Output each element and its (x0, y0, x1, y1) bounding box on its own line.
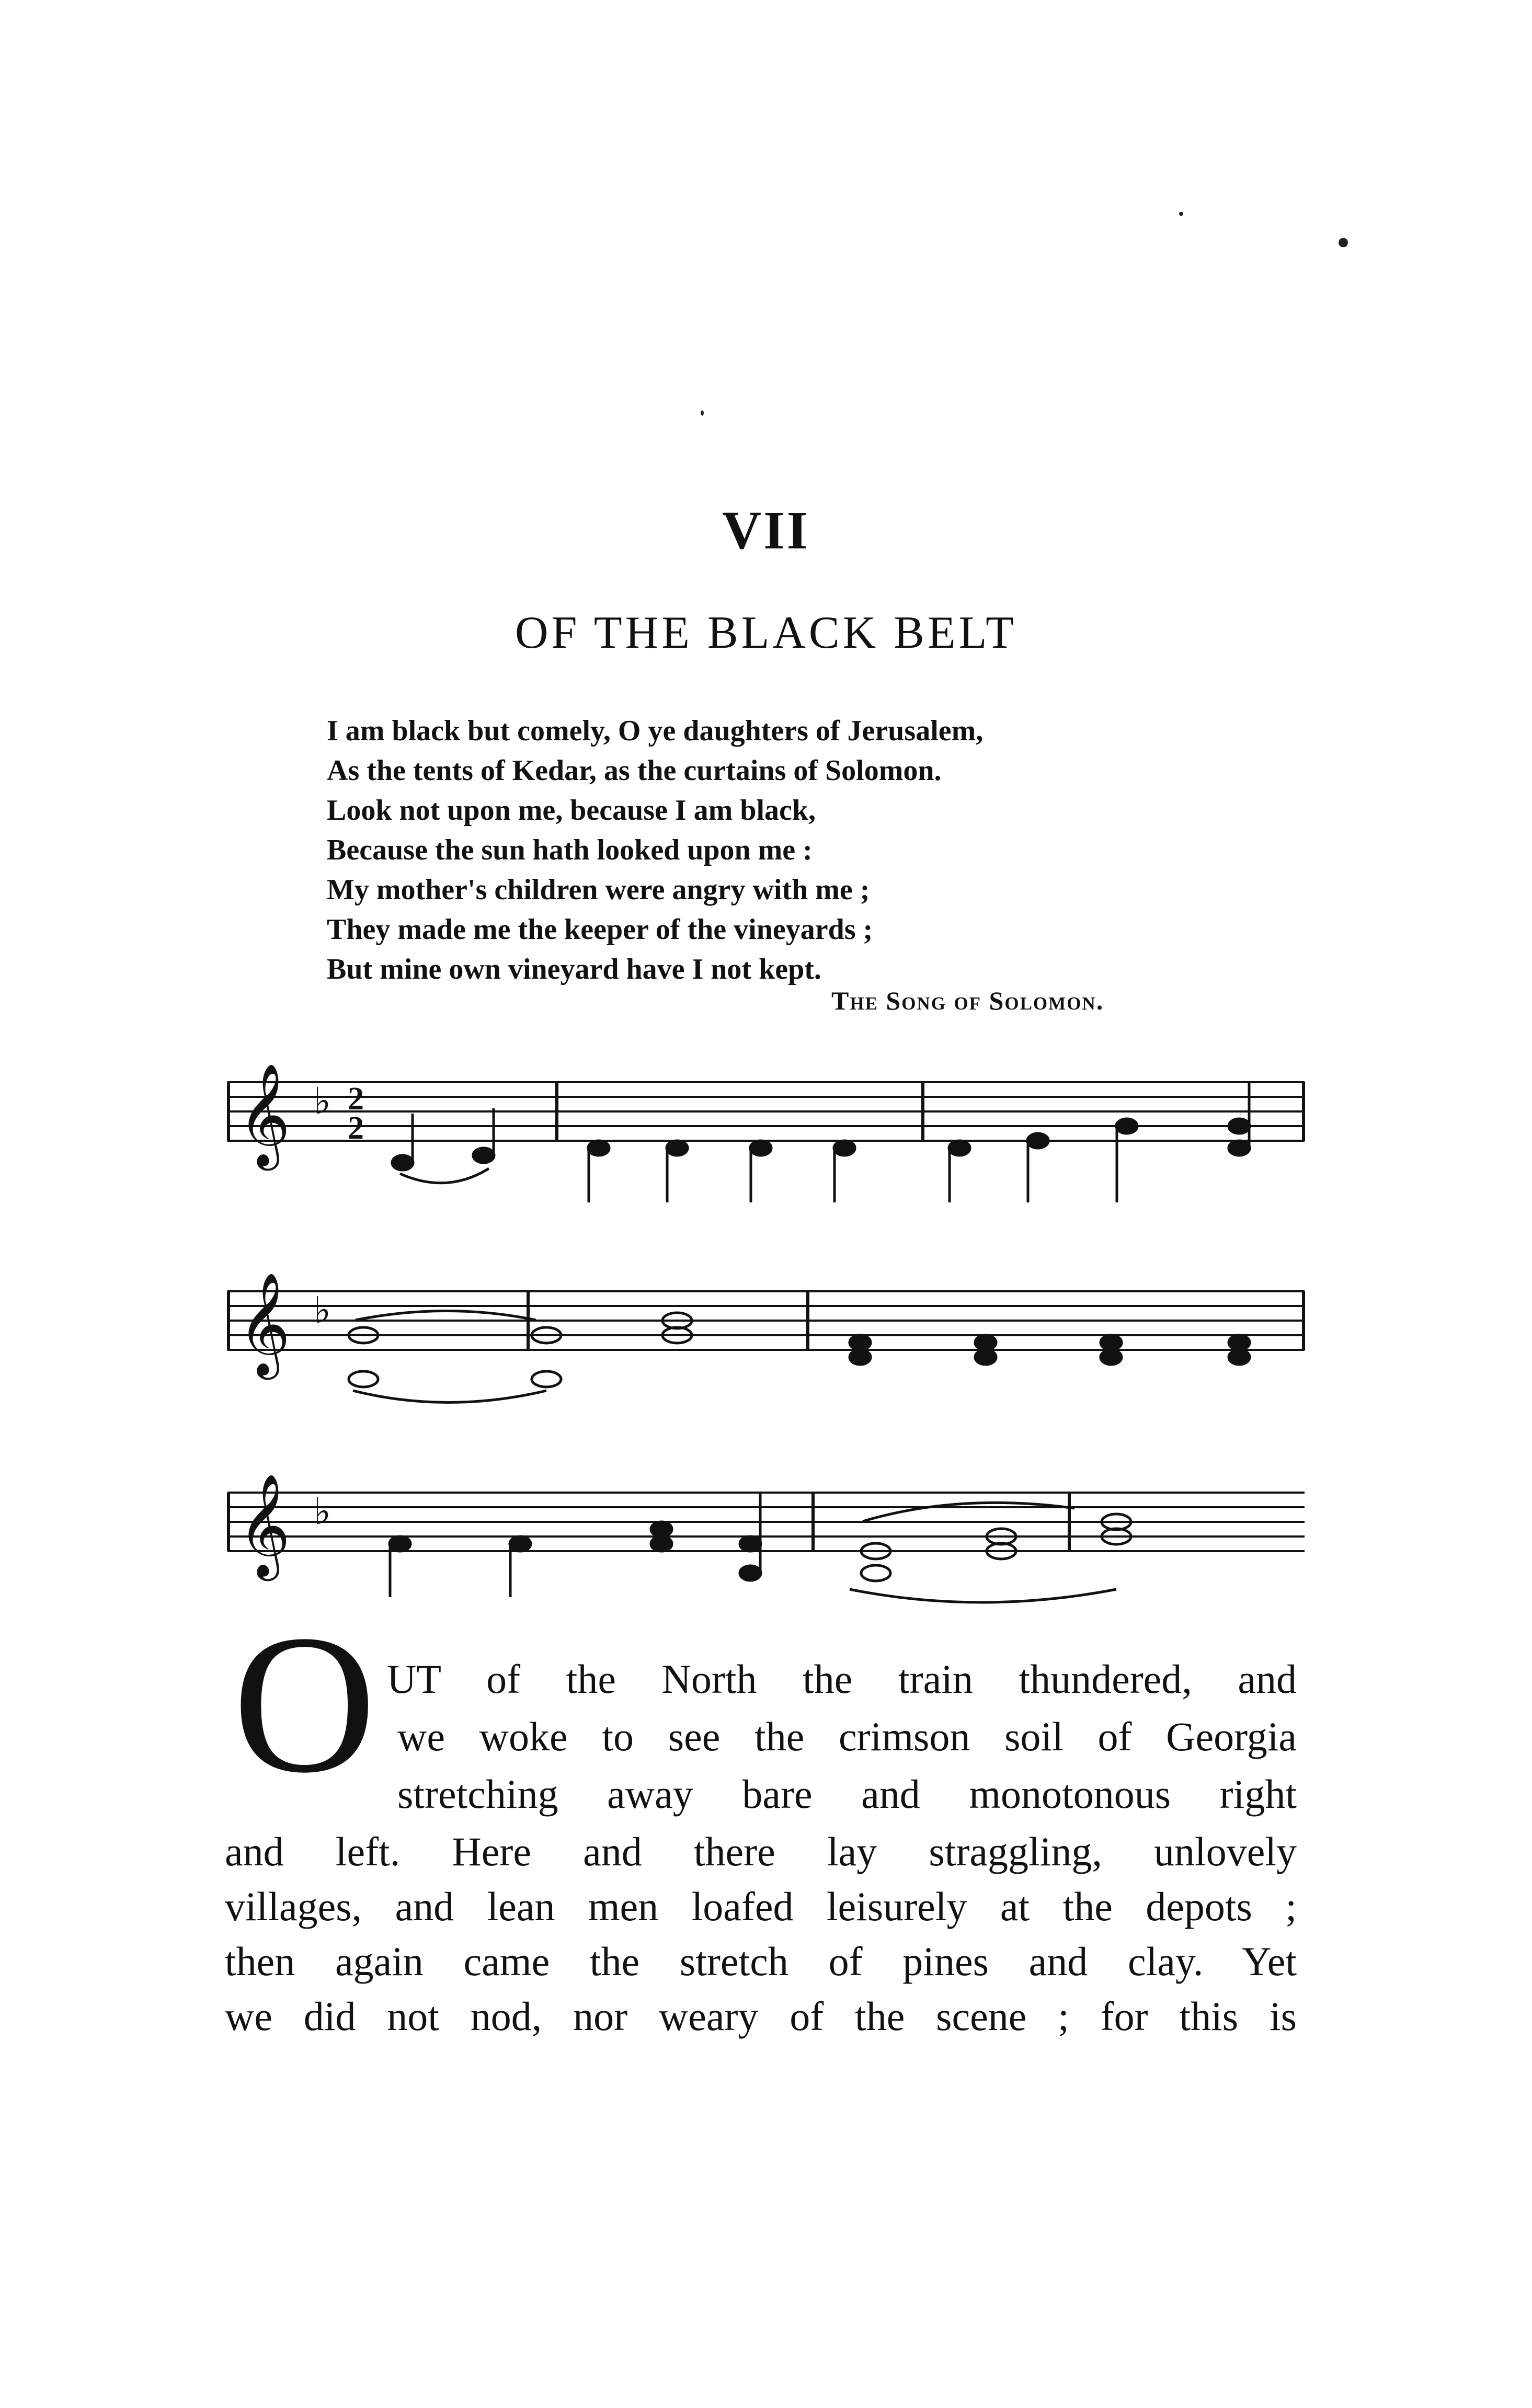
staff-1 (227, 1063, 1305, 1202)
drop-cap: O (233, 1594, 376, 1814)
chapter-title: OF THE BLACK BELT (515, 607, 1017, 658)
flat-icon: ♭ (314, 1080, 331, 1122)
staff-3 (227, 1473, 1305, 1602)
epigraph-line: As the tents of Kedar, as the curtains of Solomon. (327, 754, 942, 787)
music-score (220, 1046, 1323, 1647)
epigraph-line: Look not upon me, because I am black, (327, 794, 816, 827)
body-line: then again came the stretch of pines and clay. Yet (225, 1939, 1297, 1984)
body-line: stretching away bare and monotonous right (397, 1771, 1297, 1817)
epigraph-line: Because the sun hath looked upon me : (327, 834, 813, 866)
epigraph-line: I am black but comely, O ye daughters of Jerusalem, (327, 715, 984, 747)
treble-clef-icon: 𝄞 (238, 1473, 291, 1577)
body-line: UT of the North the train thundered, and (387, 1656, 1297, 1702)
epigraph-line: They made me the keeper of the vineyards ; (327, 913, 873, 946)
body-line: we did not nod, nor weary of the scene ; for this is (225, 1993, 1297, 2039)
flat-icon: ♭ (314, 1490, 331, 1533)
staff-2 (227, 1272, 1305, 1403)
epigraph-line: My mother's children were angry with me ; (327, 874, 870, 906)
ink-speck (1179, 212, 1183, 216)
body-line: villages, and lean men loafed leisurely at the depots ; (225, 1884, 1297, 1929)
flat-icon: ♭ (314, 1289, 331, 1332)
time-signature: 2 (348, 1081, 364, 1117)
chapter-number: VII (722, 500, 810, 560)
ink-speck (701, 410, 704, 416)
epigraph (327, 711, 1242, 989)
time-signature: 2 (348, 1110, 364, 1146)
epigraph-line: But mine own vineyard have I not kept. (327, 953, 821, 985)
ink-speck (1339, 238, 1348, 247)
treble-clef-icon: 𝄞 (238, 1063, 291, 1166)
epigraph-attribution: The Song of Solomon. (831, 986, 1104, 1015)
body-line: we woke to see the crimson soil of Georgia (397, 1714, 1297, 1759)
treble-clef-icon: 𝄞 (238, 1272, 291, 1375)
body-line: and left. Here and there lay straggling, unlovely (225, 1829, 1297, 1874)
